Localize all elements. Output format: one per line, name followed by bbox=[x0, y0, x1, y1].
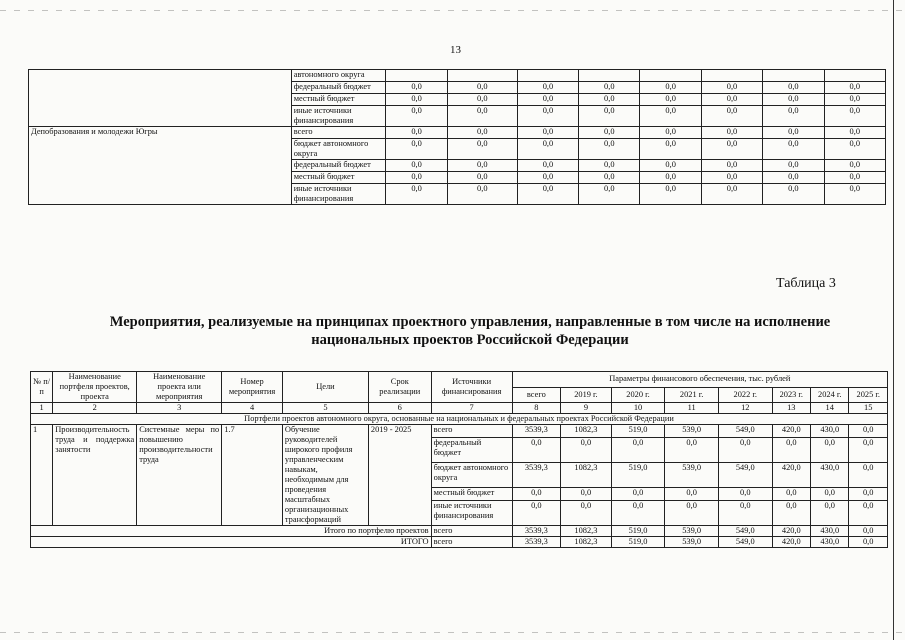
value-cell: 0,0 bbox=[665, 501, 719, 526]
value-cell: 0,0 bbox=[824, 160, 885, 172]
year-header: 2025 г. bbox=[849, 387, 888, 403]
continued-row bbox=[29, 127, 886, 139]
column-number: 4 bbox=[222, 403, 283, 414]
value-cell: 0,0 bbox=[763, 94, 824, 106]
col-project-header: Наименование проекта или мероприятия bbox=[137, 372, 222, 403]
value-cell: 0,0 bbox=[824, 127, 885, 139]
value-cell: 0,0 bbox=[763, 184, 824, 205]
value-cell: 1082,3 bbox=[561, 526, 612, 537]
column-number: 8 bbox=[512, 403, 561, 414]
column-number: 10 bbox=[611, 403, 665, 414]
value-cell: 1082,3 bbox=[561, 537, 612, 548]
value-cell: 0,0 bbox=[517, 127, 578, 139]
value-cell: 0,0 bbox=[665, 438, 719, 463]
column-number: 12 bbox=[718, 403, 772, 414]
event-number: 1.7 bbox=[222, 425, 283, 526]
goals-text: Обучение руководителей широкого профиля управленческим навыкам, необходимым для проведения масштабных организационных трансформаций bbox=[282, 425, 368, 526]
value-cell: 0,0 bbox=[824, 82, 885, 94]
value-cell: 0,0 bbox=[517, 94, 578, 106]
col-sources-header: Источники финансирования bbox=[431, 372, 512, 403]
table-number: Таблица 3 bbox=[776, 276, 836, 291]
value-cell: 3539,3 bbox=[512, 425, 561, 438]
value-cell: 519,0 bbox=[611, 463, 665, 488]
column-number: 1 bbox=[31, 403, 53, 414]
year-header: 2024 г. bbox=[811, 387, 849, 403]
value-cell: 0,0 bbox=[701, 184, 762, 205]
value-cell: 0,0 bbox=[561, 438, 612, 463]
value-cell: 0,0 bbox=[447, 172, 517, 184]
col-term-header: Срок реализации bbox=[368, 372, 431, 403]
value-cell bbox=[763, 70, 824, 82]
year-header: 2020 г. bbox=[611, 387, 665, 403]
value-cell bbox=[640, 70, 701, 82]
value-cell: 539,0 bbox=[665, 425, 719, 438]
value-cell: 3539,3 bbox=[512, 537, 561, 548]
col-total-header: всего bbox=[512, 387, 561, 403]
continued-funding-table bbox=[28, 69, 886, 205]
source-label: федеральный бюджет bbox=[291, 160, 386, 172]
value-cell: 0,0 bbox=[824, 94, 885, 106]
value-cell: 0,0 bbox=[386, 184, 447, 205]
value-cell: 549,0 bbox=[718, 463, 772, 488]
year-header: 2019 г. bbox=[561, 387, 612, 403]
project-name: Системные меры по повышению производительности труда bbox=[137, 425, 222, 526]
project-row bbox=[31, 425, 888, 438]
value-cell: 0,0 bbox=[824, 139, 885, 160]
source-label: всего bbox=[291, 127, 386, 139]
value-cell: 0,0 bbox=[763, 172, 824, 184]
value-cell: 0,0 bbox=[386, 82, 447, 94]
value-cell: 0,0 bbox=[640, 94, 701, 106]
table-title: Мероприятия, реализуемые на принципах проектного управления, направленные в том числе на исполнение национальных проектов Российской Федерации bbox=[109, 314, 831, 348]
column-number: 7 bbox=[431, 403, 512, 414]
value-cell: 0,0 bbox=[611, 438, 665, 463]
value-cell: 0,0 bbox=[640, 172, 701, 184]
value-cell: 0,0 bbox=[701, 106, 762, 127]
column-number: 15 bbox=[849, 403, 888, 414]
column-number: 3 bbox=[137, 403, 222, 414]
total-source: всего bbox=[431, 537, 512, 548]
value-cell: 430,0 bbox=[811, 526, 849, 537]
value-cell: 0,0 bbox=[849, 487, 888, 500]
column-number: 11 bbox=[665, 403, 719, 414]
value-cell: 0,0 bbox=[611, 501, 665, 526]
value-cell bbox=[579, 70, 640, 82]
value-cell: 0,0 bbox=[824, 172, 885, 184]
org-cell-empty bbox=[29, 70, 292, 127]
value-cell: 519,0 bbox=[611, 537, 665, 548]
value-cell: 0,0 bbox=[824, 106, 885, 127]
value-cell: 0,0 bbox=[811, 501, 849, 526]
total-label: ИТОГО bbox=[31, 537, 432, 548]
year-header: 2021 г. bbox=[665, 387, 719, 403]
value-cell: 519,0 bbox=[611, 526, 665, 537]
total-source: всего bbox=[431, 526, 512, 537]
column-number: 5 bbox=[282, 403, 368, 414]
value-cell: 549,0 bbox=[718, 537, 772, 548]
value-cell: 0,0 bbox=[772, 501, 810, 526]
column-number: 13 bbox=[772, 403, 810, 414]
source-label: местный бюджет bbox=[431, 487, 512, 500]
col-portfolio-header: Наименование портфеля проектов, проекта bbox=[53, 372, 137, 403]
value-cell bbox=[386, 70, 447, 82]
value-cell: 0,0 bbox=[517, 139, 578, 160]
value-cell: 0,0 bbox=[512, 487, 561, 500]
value-cell: 0,0 bbox=[386, 127, 447, 139]
term: 2019 - 2025 bbox=[368, 425, 431, 526]
value-cell: 539,0 bbox=[665, 463, 719, 488]
source-label: бюджет автономного округа bbox=[291, 139, 386, 160]
year-header: 2023 г. bbox=[772, 387, 810, 403]
column-number: 6 bbox=[368, 403, 431, 414]
value-cell: 0,0 bbox=[579, 82, 640, 94]
source-label: местный бюджет bbox=[291, 94, 386, 106]
value-cell: 0,0 bbox=[447, 82, 517, 94]
value-cell: 1082,3 bbox=[561, 463, 612, 488]
continued-row bbox=[29, 70, 886, 82]
column-numbers-row bbox=[31, 403, 888, 414]
value-cell: 0,0 bbox=[579, 160, 640, 172]
value-cell: 0,0 bbox=[701, 139, 762, 160]
portfolio-name: Производительность труда и поддержка занятости bbox=[53, 425, 137, 526]
value-cell: 0,0 bbox=[772, 487, 810, 500]
value-cell: 0,0 bbox=[512, 438, 561, 463]
value-cell: 0,0 bbox=[811, 487, 849, 500]
value-cell: 0,0 bbox=[772, 438, 810, 463]
column-number: 14 bbox=[811, 403, 849, 414]
value-cell: 0,0 bbox=[386, 106, 447, 127]
source-label: автономного округа bbox=[291, 70, 386, 82]
value-cell: 420,0 bbox=[772, 526, 810, 537]
portfolio-total-row bbox=[31, 526, 888, 537]
row-number: 1 bbox=[31, 425, 53, 526]
value-cell: 420,0 bbox=[772, 425, 810, 438]
column-number: 9 bbox=[561, 403, 612, 414]
value-cell: 3539,3 bbox=[512, 526, 561, 537]
value-cell: 0,0 bbox=[701, 160, 762, 172]
value-cell: 0,0 bbox=[640, 139, 701, 160]
value-cell: 0,0 bbox=[849, 463, 888, 488]
value-cell: 420,0 bbox=[772, 537, 810, 548]
value-cell: 0,0 bbox=[849, 438, 888, 463]
source-label: иные источники финансирования bbox=[431, 501, 512, 526]
grand-total-row bbox=[31, 537, 888, 548]
value-cell: 1082,3 bbox=[561, 425, 612, 438]
value-cell: 0,0 bbox=[386, 94, 447, 106]
page-number: 13 bbox=[450, 44, 461, 56]
value-cell: 0,0 bbox=[517, 160, 578, 172]
value-cell: 0,0 bbox=[763, 106, 824, 127]
value-cell: 0,0 bbox=[718, 501, 772, 526]
value-cell: 0,0 bbox=[665, 487, 719, 500]
col-event-no-header: Номер мероприятия bbox=[222, 372, 283, 403]
value-cell: 0,0 bbox=[386, 172, 447, 184]
source-label: федеральный бюджет bbox=[291, 82, 386, 94]
value-cell: 420,0 bbox=[772, 463, 810, 488]
value-cell: 0,0 bbox=[849, 501, 888, 526]
source-label: федеральный бюджет bbox=[431, 438, 512, 463]
value-cell: 0,0 bbox=[447, 106, 517, 127]
source-label: иные источники финансирования bbox=[291, 106, 386, 127]
value-cell: 0,0 bbox=[447, 160, 517, 172]
value-cell bbox=[517, 70, 578, 82]
value-cell bbox=[824, 70, 885, 82]
value-cell: 430,0 bbox=[811, 463, 849, 488]
year-header: 2022 г. bbox=[718, 387, 772, 403]
value-cell: 549,0 bbox=[718, 425, 772, 438]
value-cell: 0,0 bbox=[579, 184, 640, 205]
value-cell: 0,0 bbox=[512, 501, 561, 526]
value-cell: 0,0 bbox=[447, 94, 517, 106]
value-cell: 0,0 bbox=[579, 139, 640, 160]
value-cell: 0,0 bbox=[579, 94, 640, 106]
value-cell: 0,0 bbox=[701, 82, 762, 94]
projects-table bbox=[30, 371, 888, 548]
value-cell: 0,0 bbox=[701, 172, 762, 184]
scan-artifact-bottom bbox=[0, 632, 905, 633]
source-label: всего bbox=[431, 425, 512, 438]
value-cell: 0,0 bbox=[763, 160, 824, 172]
value-cell: 0,0 bbox=[517, 82, 578, 94]
value-cell: 0,0 bbox=[640, 184, 701, 205]
page-edge-line bbox=[893, 0, 894, 640]
value-cell: 0,0 bbox=[386, 160, 447, 172]
value-cell bbox=[701, 70, 762, 82]
value-cell: 0,0 bbox=[849, 537, 888, 548]
value-cell: 0,0 bbox=[517, 172, 578, 184]
col-no-header: № п/п bbox=[31, 372, 53, 403]
value-cell: 0,0 bbox=[640, 106, 701, 127]
value-cell: 0,0 bbox=[811, 438, 849, 463]
value-cell: 0,0 bbox=[763, 127, 824, 139]
value-cell: 0,0 bbox=[611, 487, 665, 500]
value-cell: 0,0 bbox=[386, 139, 447, 160]
source-label: местный бюджет bbox=[291, 172, 386, 184]
value-cell: 3539,3 bbox=[512, 463, 561, 488]
value-cell: 519,0 bbox=[611, 425, 665, 438]
value-cell: 0,0 bbox=[640, 127, 701, 139]
value-cell: 0,0 bbox=[561, 501, 612, 526]
value-cell: 0,0 bbox=[447, 184, 517, 205]
value-cell: 539,0 bbox=[665, 537, 719, 548]
section-title: Портфели проектов автономного округа, основанные на национальных и федеральных проектах Российской Федерации bbox=[31, 414, 888, 425]
org-name: Депобразования и молодежи Югры bbox=[29, 127, 292, 205]
total-label: Итого по портфелю проектов bbox=[31, 526, 432, 537]
value-cell: 0,0 bbox=[561, 487, 612, 500]
value-cell: 0,0 bbox=[517, 106, 578, 127]
value-cell: 0,0 bbox=[824, 184, 885, 205]
value-cell bbox=[447, 70, 517, 82]
column-number: 2 bbox=[53, 403, 137, 414]
value-cell: 0,0 bbox=[701, 94, 762, 106]
value-cell: 430,0 bbox=[811, 537, 849, 548]
col-goals-header: Цели bbox=[282, 372, 368, 403]
col-params-header: Параметры финансового обеспечения, тыс. рублей bbox=[512, 372, 887, 388]
value-cell: 0,0 bbox=[701, 127, 762, 139]
value-cell: 549,0 bbox=[718, 526, 772, 537]
value-cell: 0,0 bbox=[640, 160, 701, 172]
value-cell: 0,0 bbox=[763, 139, 824, 160]
value-cell: 0,0 bbox=[579, 106, 640, 127]
value-cell: 0,0 bbox=[718, 487, 772, 500]
value-cell: 0,0 bbox=[849, 526, 888, 537]
value-cell: 0,0 bbox=[447, 139, 517, 160]
value-cell: 0,0 bbox=[718, 438, 772, 463]
value-cell: 0,0 bbox=[447, 127, 517, 139]
value-cell: 0,0 bbox=[579, 172, 640, 184]
value-cell: 0,0 bbox=[579, 127, 640, 139]
header-row bbox=[31, 372, 888, 388]
value-cell: 0,0 bbox=[517, 184, 578, 205]
value-cell: 0,0 bbox=[640, 82, 701, 94]
value-cell: 0,0 bbox=[849, 425, 888, 438]
source-label: бюджет автономного округа bbox=[431, 463, 512, 488]
value-cell: 539,0 bbox=[665, 526, 719, 537]
value-cell: 0,0 bbox=[763, 82, 824, 94]
scan-artifact-top bbox=[0, 10, 905, 11]
source-label: иные источники финансирования bbox=[291, 184, 386, 205]
value-cell: 430,0 bbox=[811, 425, 849, 438]
section-row bbox=[31, 414, 888, 425]
